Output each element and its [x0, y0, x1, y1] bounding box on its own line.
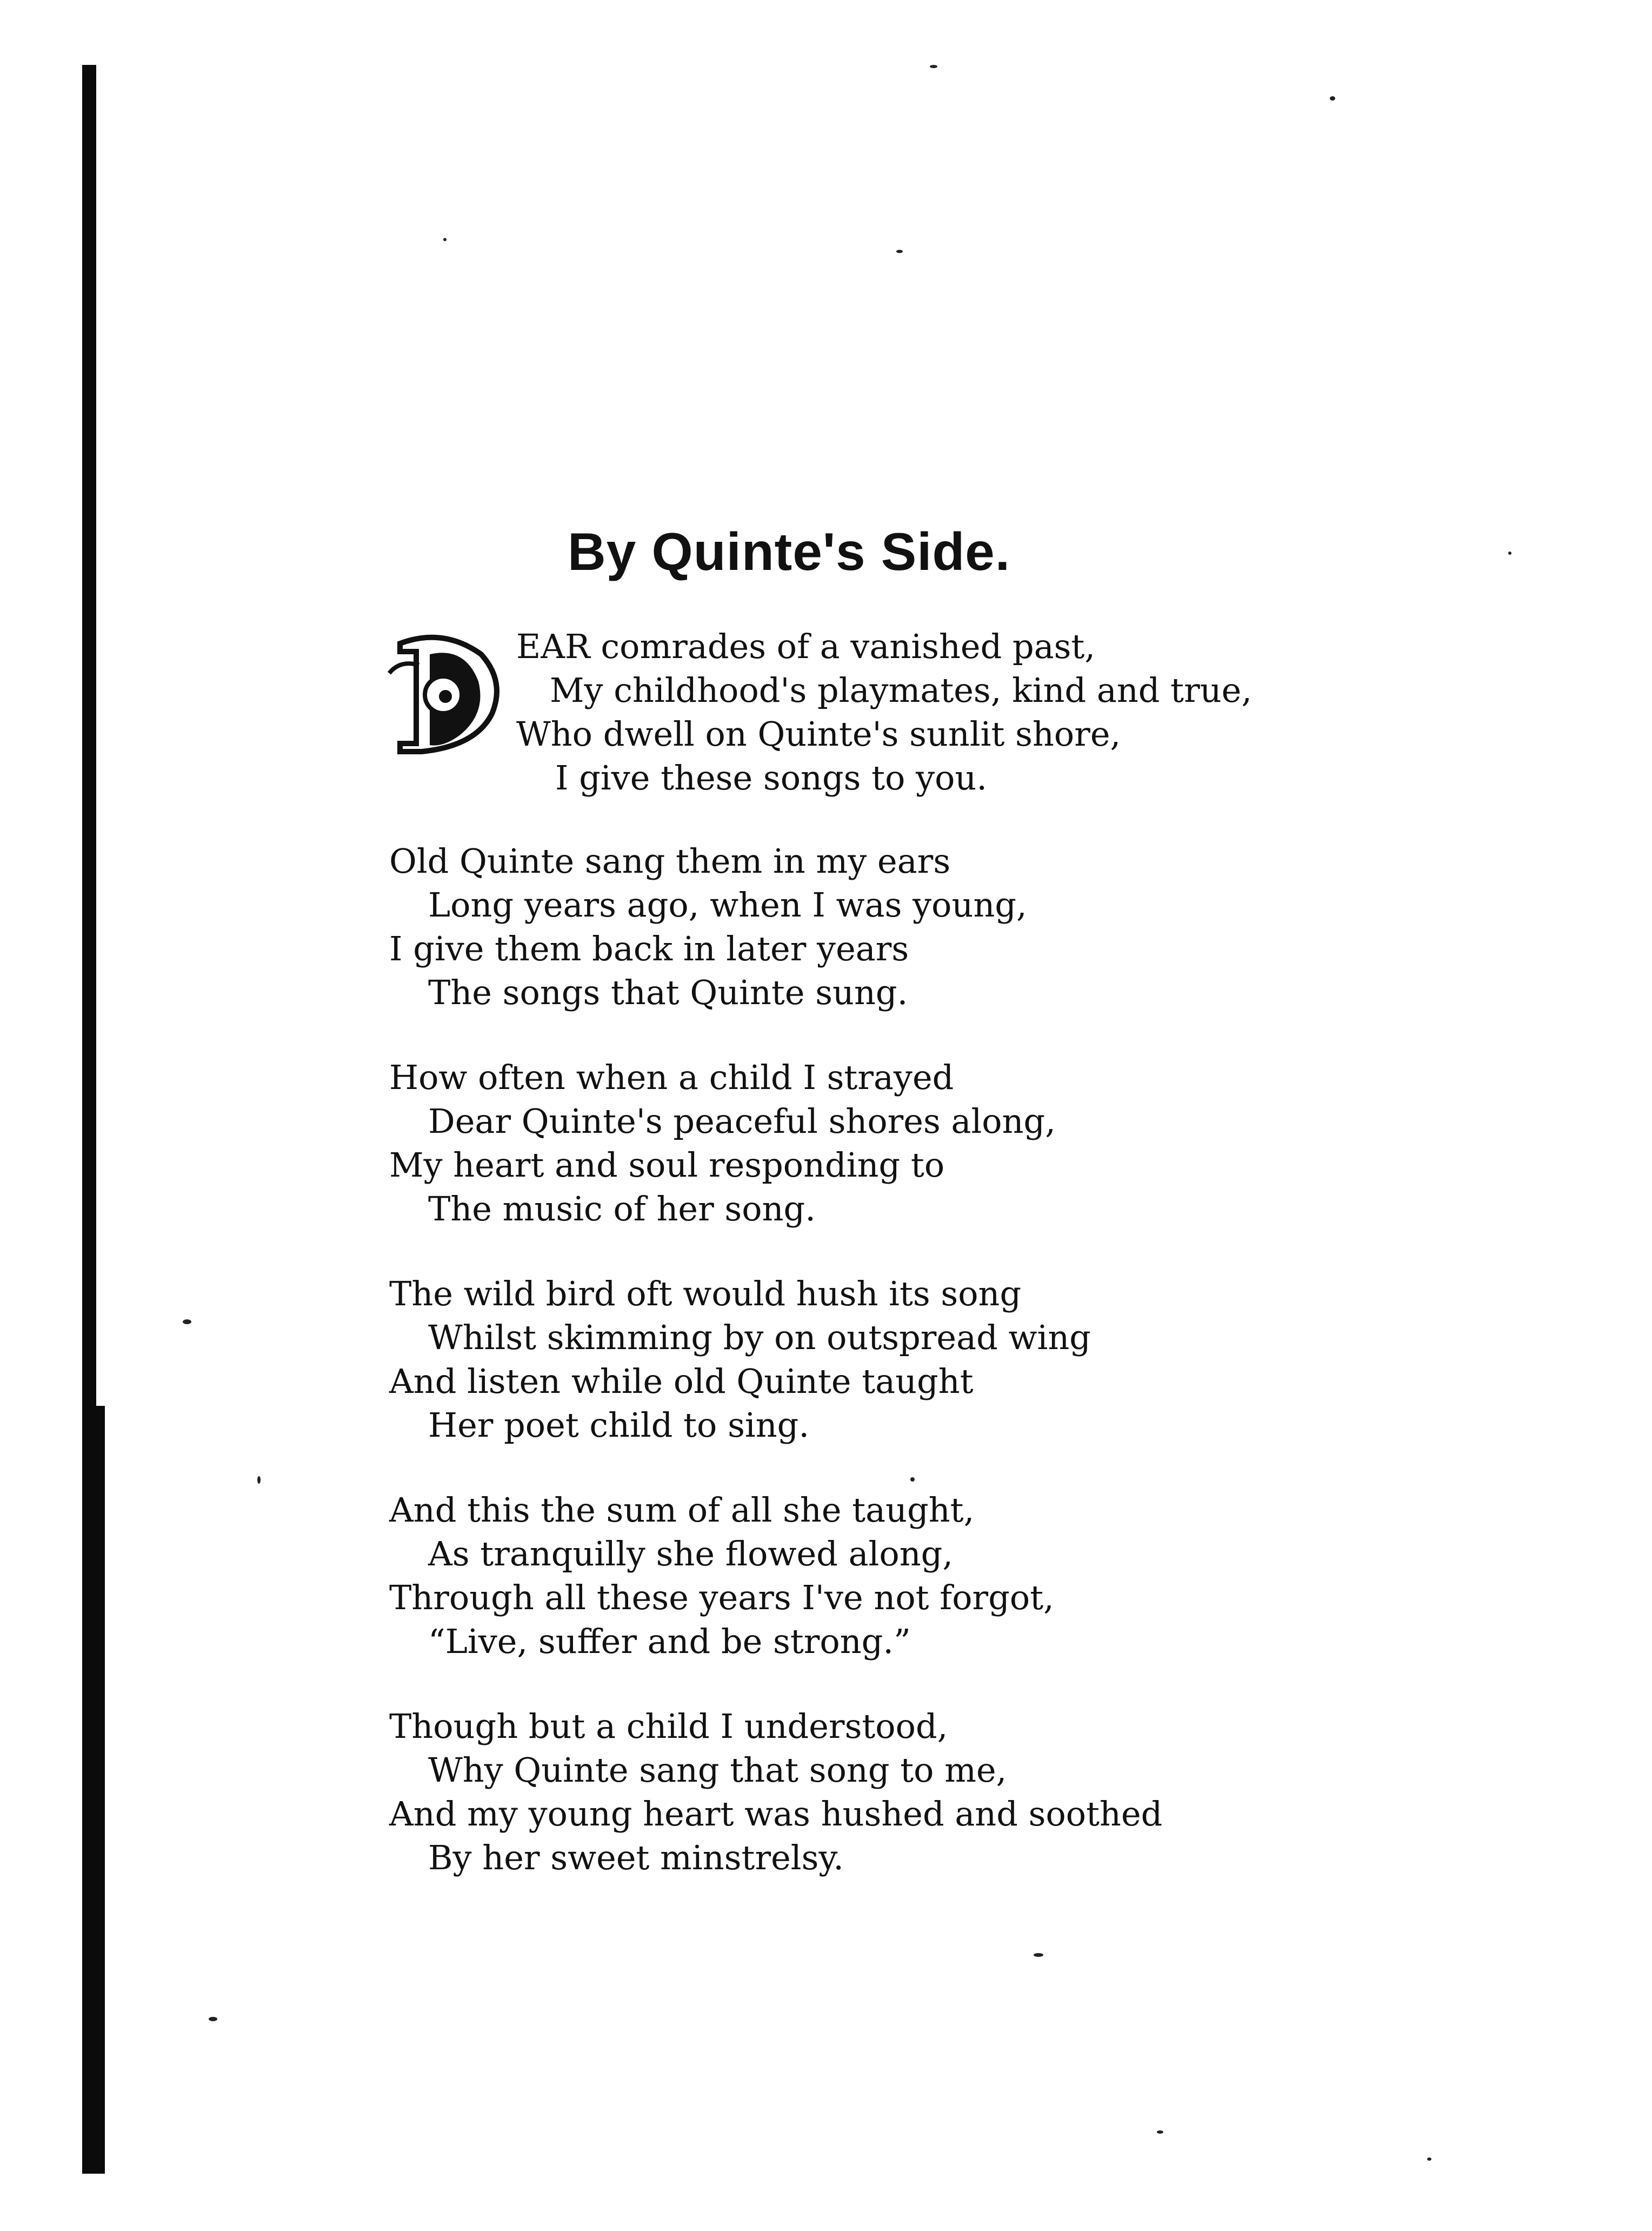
stanza-6-line-4: By her sweet minstrelsy.: [428, 1838, 844, 1877]
stanza-4: [389, 1272, 1091, 1447]
stanza-6: [389, 1704, 1162, 1880]
stanza-3-line-2: Dear Quinte's peaceful shores along,: [428, 1101, 1056, 1141]
print-speck: [209, 2017, 217, 2021]
stanza-3-line-4: The music of her song.: [428, 1189, 816, 1229]
stanza-1-line-3: Who dwell on Quinte's sunlit shore,: [516, 714, 1121, 754]
poem-title: By Quinte's Side.: [568, 522, 1011, 581]
print-speck: [1427, 2157, 1431, 2161]
stanza-1-line-4: I give these songs to you.: [555, 758, 988, 798]
print-speck: [1508, 552, 1511, 555]
print-speck: [183, 1319, 191, 1324]
stanza-5: [389, 1488, 1054, 1663]
stanza-2: [389, 839, 1027, 1014]
stanza-4-line-3: And listen while old Quinte taught: [389, 1362, 974, 1401]
stanza-4-line-2: Whilst skimming by on outspread wing: [428, 1318, 1091, 1357]
stanza-5-line-2: As tranquilly she flowed along,: [428, 1534, 954, 1573]
stanza-3: [389, 1055, 1056, 1231]
stanza-1: [516, 625, 1252, 800]
binding-edge-rule-lower: [92, 1406, 105, 2174]
stanza-3-line-1: How often when a child I strayed: [389, 1058, 954, 1097]
stanza-1-line-1: EAR comrades of a vanished past,: [516, 627, 1096, 666]
print-speck: [910, 1477, 915, 1482]
print-speck: [930, 65, 937, 68]
stanza-5-line-1: And this the sum of all she taught,: [389, 1490, 975, 1530]
stanza-4-line-1: The wild bird oft would hush its song: [389, 1274, 1022, 1313]
print-speck: [257, 1476, 261, 1484]
drop-cap-letter: D: [270, 509, 275, 515]
print-speck: [1157, 2130, 1163, 2134]
stanza-3-line-3: My heart and soul responding to: [389, 1145, 945, 1185]
print-speck: [1034, 1953, 1043, 1957]
stanza-2-line-4: The songs that Quinte sung.: [428, 973, 908, 1012]
stanza-6-line-1: Though but a child I understood,: [389, 1707, 948, 1746]
stanza-5-line-4: “Live, suffer and be strong.”: [428, 1622, 911, 1661]
print-speck: [1330, 96, 1335, 101]
print-speck: [896, 250, 903, 253]
stanza-2-line-3: I give them back in later years: [389, 929, 909, 968]
print-speck: [443, 238, 447, 241]
stanza-2-line-1: Old Quinte sang them in my ears: [389, 841, 951, 881]
drop-cap-d-ornament: [270, 509, 508, 757]
stanza-2-line-2: Long years ago, when I was young,: [428, 885, 1027, 925]
stanza-4-line-4: Her poet child to sing.: [428, 1405, 810, 1445]
stanza-6-line-3: And my young heart was hushed and soothed: [389, 1794, 1163, 1834]
stanza-1-line-2: My childhood's playmates, kind and true,: [550, 670, 1253, 710]
stanza-6-line-2: Why Quinte sang that song to me,: [428, 1750, 1007, 1790]
stanza-5-line-3: Through all these years I've not forgot,: [389, 1578, 1054, 1617]
